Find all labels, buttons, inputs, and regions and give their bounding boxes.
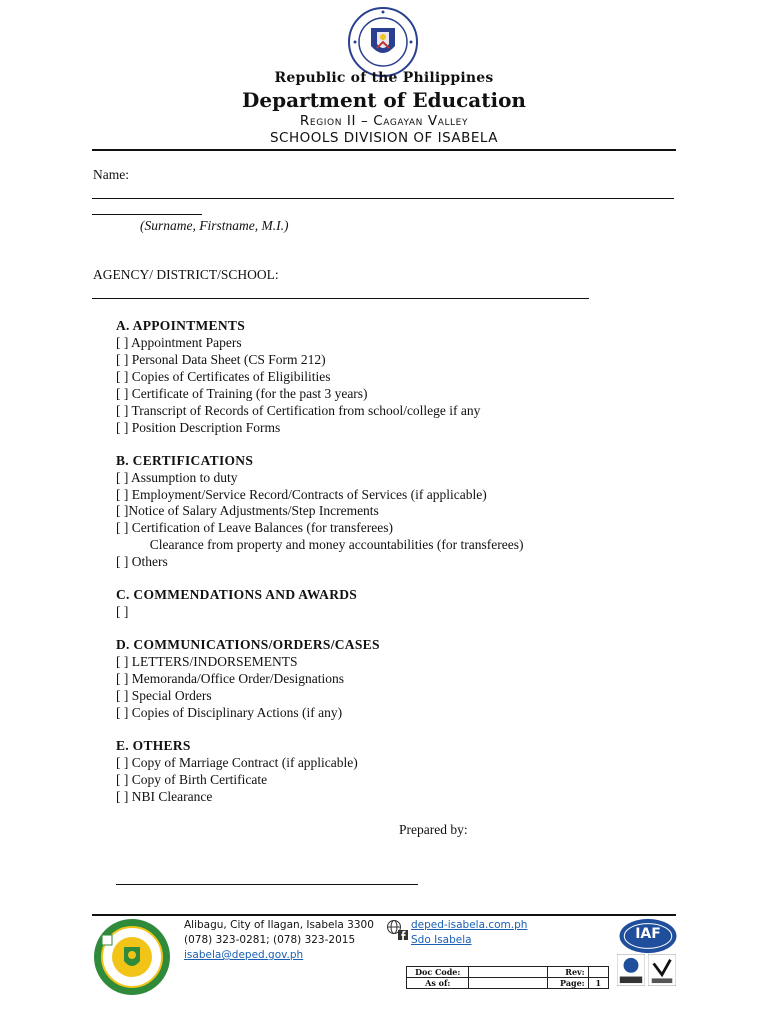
deped-seal-icon — [347, 6, 419, 78]
checklist-item[interactable]: [ ] Memoranda/Office Order/Designations — [116, 671, 345, 686]
checklist-item[interactable]: [ ] Others — [116, 554, 168, 569]
republic-title: Republic of the Philippines — [274, 70, 494, 86]
checklist-item[interactable]: [ ] Employment/Service Record/Contracts of Services (if applicable) — [116, 487, 487, 502]
checklist-item[interactable]: [ ] Copies of Certificates of Eligibilities — [116, 369, 331, 384]
section-heading: B. CERTIFICATIONS — [116, 453, 254, 468]
checklist-item[interactable]: [ ] NBI Clearance — [116, 789, 213, 804]
footer-divider — [92, 914, 676, 916]
agency-field-line[interactable] — [92, 298, 589, 299]
signature-line[interactable] — [116, 884, 418, 885]
checklist-item: Clearance from property and money accountabilities (for transferees) — [116, 537, 524, 552]
checklist-item[interactable]: [ ] Transcript of Records of Certification from school/college if any — [116, 403, 481, 418]
as-of-label: As of: — [407, 978, 469, 989]
iaf-label: IAF — [635, 926, 661, 942]
section-heading: E. OTHERS — [116, 738, 191, 753]
header-divider — [92, 149, 676, 151]
ukas-badge-icon — [648, 954, 676, 986]
rev-value[interactable] — [588, 967, 608, 978]
name-field-line-2[interactable] — [92, 214, 202, 215]
name-hint: (Surname, Firstname, M.I.) — [140, 218, 289, 233]
name-label: Name: — [93, 167, 129, 182]
section-heading: C. COMMENDATIONS AND AWARDS — [116, 587, 358, 602]
as-of-value[interactable] — [469, 978, 548, 989]
department-title: Department of Education — [242, 88, 526, 112]
footer-address: Alibagu, City of Ilagan, Isabela 3300 — [184, 919, 374, 931]
checklist-item[interactable]: [ ] — [116, 604, 129, 619]
checklist-item[interactable]: [ ]Notice of Salary Adjustments/Step Increments — [116, 503, 379, 518]
checklist-item[interactable]: [ ] Position Description Forms — [116, 420, 281, 435]
checklist-item[interactable]: [ ] Personal Data Sheet (CS Form 212) — [116, 352, 326, 367]
footer-email-link[interactable]: isabela@deped.gov.ph — [184, 949, 304, 961]
checklist-item[interactable]: [ ] Copy of Birth Certificate — [116, 772, 268, 787]
iso-badge-icon — [617, 954, 645, 986]
section-heading: D. COMMUNICATIONS/ORDERS/CASES — [116, 637, 380, 652]
checklist-item[interactable]: [ ] Certificate of Training (for the past 3 years) — [116, 386, 368, 401]
footer-social-link[interactable]: Sdo Isabela — [411, 934, 472, 946]
prepared-by-label: Prepared by: — [399, 822, 468, 837]
footer-website-link[interactable]: deped-isabela.com.ph — [411, 919, 528, 931]
page-value: 1 — [588, 978, 608, 989]
doc-control-table — [406, 966, 609, 989]
doc-code-value[interactable] — [469, 967, 548, 978]
doc-code-label: Doc Code: — [407, 967, 469, 978]
section-heading: A. APPOINTMENTS — [116, 318, 246, 333]
facebook-icon — [398, 930, 408, 940]
division-seal-icon — [92, 917, 172, 997]
name-field-line[interactable] — [92, 198, 674, 199]
footer-phones: (078) 323-0281; (078) 323-2015 — [184, 934, 356, 946]
page-label: Page: — [548, 978, 588, 989]
checklist-item[interactable]: [ ] Copy of Marriage Contract (if applicable) — [116, 755, 358, 770]
rev-label: Rev: — [548, 967, 588, 978]
checklist-item[interactable]: [ ] Special Orders — [116, 688, 212, 703]
checklist-item[interactable]: [ ] Copies of Disciplinary Actions (if any) — [116, 705, 343, 720]
checklist-item[interactable]: [ ] Certification of Leave Balances (for transferees) — [116, 520, 393, 535]
checklist-item[interactable]: [ ] Assumption to duty — [116, 470, 238, 485]
checklist-item[interactable]: [ ] LETTERS/INDORSEMENTS — [116, 654, 298, 669]
division-title: SCHOOLS DIVISION OF ISABELA — [269, 130, 499, 146]
checklist-item[interactable]: [ ] Appointment Papers — [116, 335, 242, 350]
region-title: Region II – Cagayan Valley — [299, 113, 469, 129]
agency-label: AGENCY/ DISTRICT/SCHOOL: — [93, 267, 279, 282]
